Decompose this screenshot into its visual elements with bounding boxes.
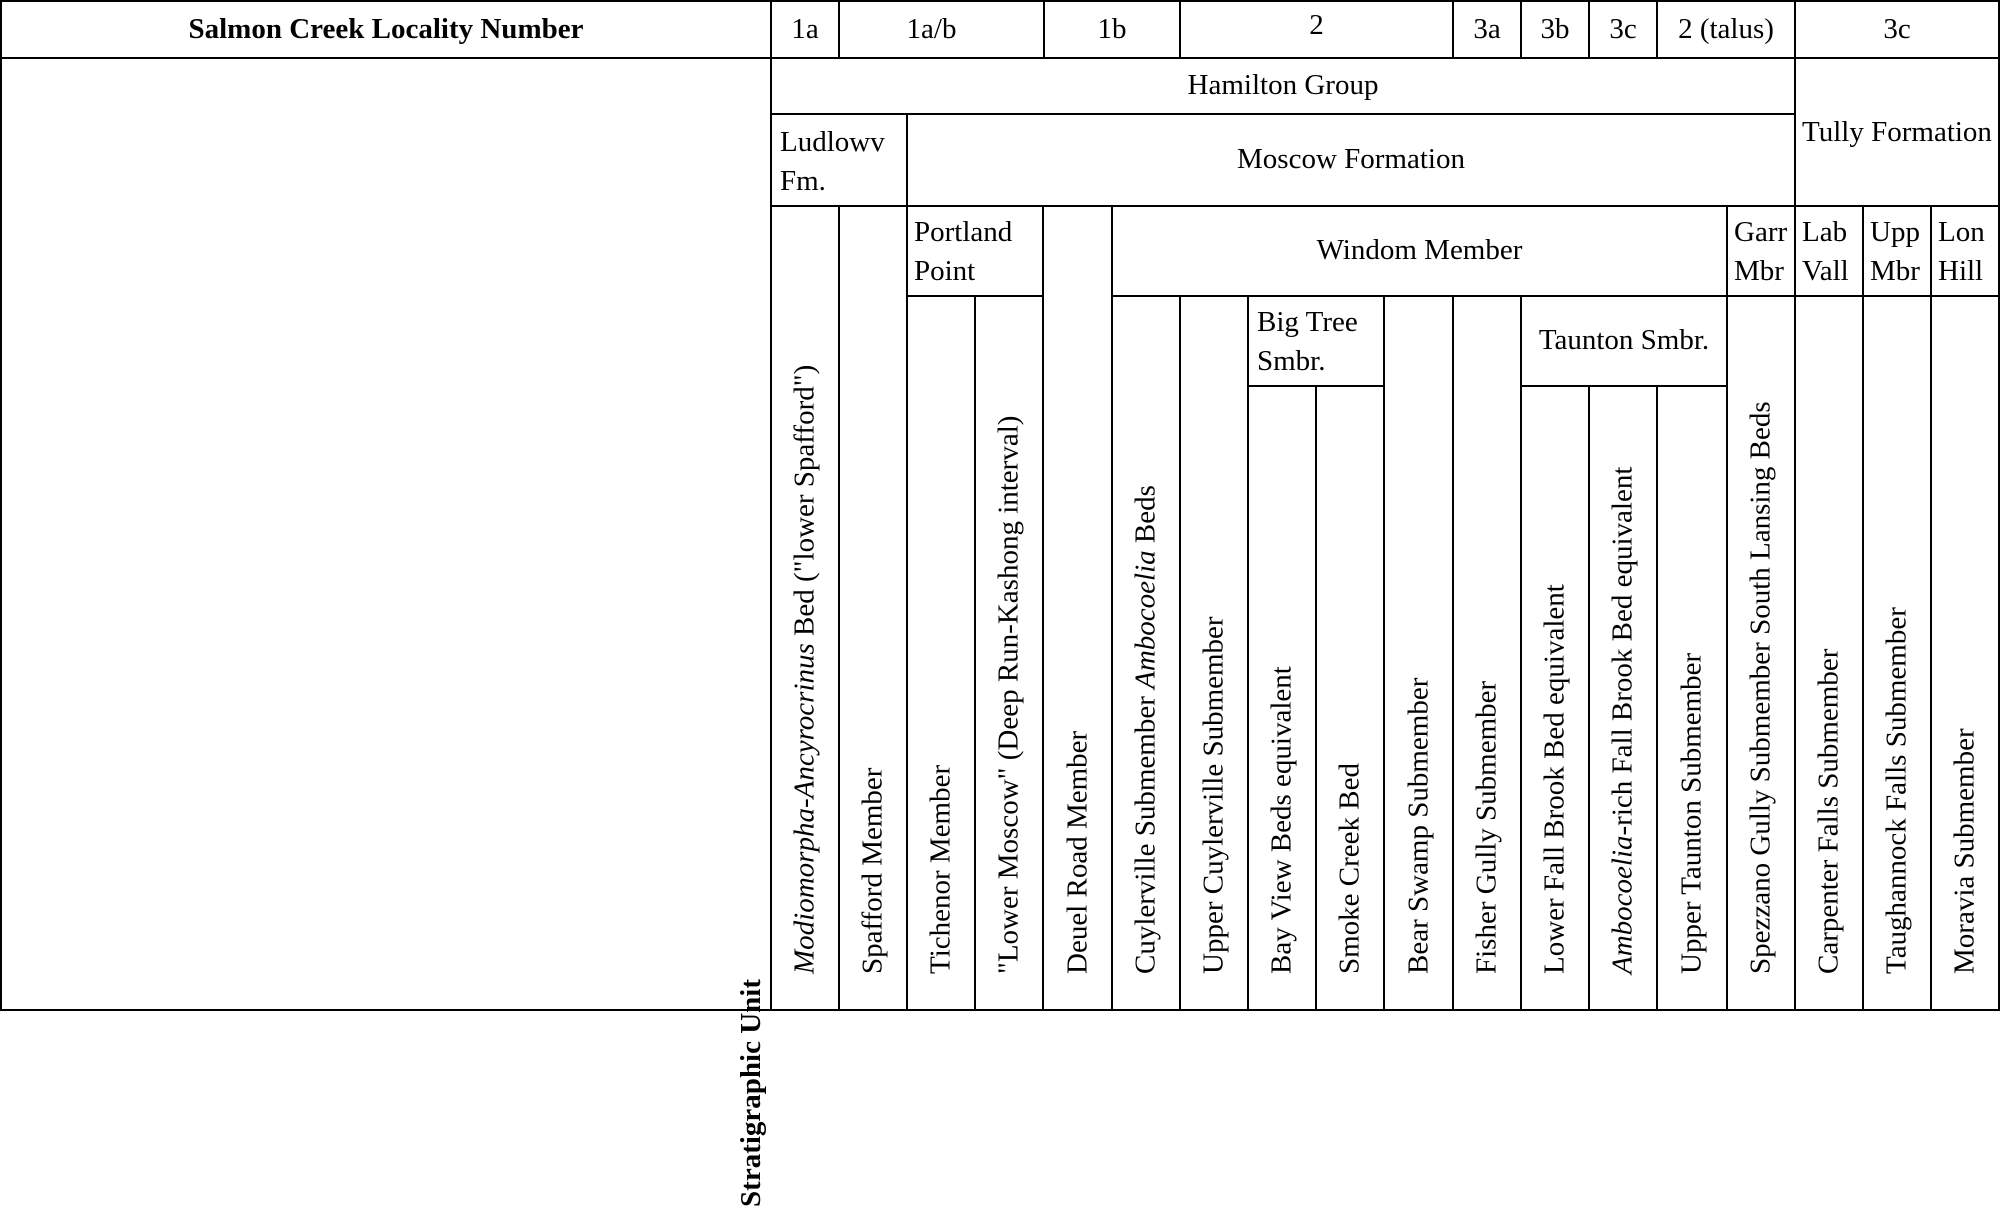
locality-number-cell — [1452, 0, 1522, 59]
unit-deuel-road-member: Deuel Road Member — [1061, 730, 1093, 974]
locality-number: 1a/b — [906, 12, 957, 45]
locality-header-label: Salmon Creek Locality Number — [188, 12, 584, 45]
unit-column-lower-fall-brook — [1520, 385, 1590, 1011]
windom-member-label: Windom Member — [1316, 234, 1523, 267]
lab-vall-member-label: Lab Vall — [1802, 216, 1849, 288]
locality-number: 2 — [1309, 9, 1324, 41]
taunton-submember-cell — [1520, 295, 1728, 387]
locality-number: 3b — [1540, 12, 1570, 45]
stratigraphic-unit-label: Stratigraphic Unit — [735, 979, 767, 1207]
locality-number: 1a — [791, 12, 819, 45]
locality-number-cell — [770, 0, 840, 59]
unit-column-carpenter-falls — [1794, 295, 1864, 1011]
unit-taughannock-falls: Taughannock Falls Submember — [1880, 607, 1913, 974]
locality-number-cell — [1794, 0, 2000, 59]
unit-lower-moscow: "Lower Moscow" (Deep Run-Kashong interval) — [992, 415, 1025, 974]
garr-member-cell — [1726, 205, 1796, 297]
unit-bear-swamp: Bear Swamp Submember — [1402, 677, 1434, 974]
unit-column-spezzano — [1726, 295, 1796, 1011]
windom-member-cell — [1111, 205, 1728, 297]
locality-number-cell — [1588, 0, 1658, 59]
locality-number-cell — [838, 0, 1045, 59]
unit-fisher-gully: Fisher Gully Submember — [1470, 680, 1503, 974]
hamilton-group-label: Hamilton Group — [1187, 69, 1379, 102]
locality-number: 1b — [1097, 12, 1127, 45]
locality-number-cell — [1179, 0, 1454, 59]
portland-point-label: Portland Point — [914, 216, 1013, 288]
big-tree-submember-label: Big Tree Smbr. — [1257, 306, 1358, 378]
unit-column-upper-cuylerville — [1179, 295, 1249, 1011]
unit-moravia: Moravia Submember — [1948, 728, 1981, 974]
unit-column-lower-moscow — [974, 295, 1044, 1011]
locality-number-cell — [1043, 0, 1181, 59]
unit-carpenter-falls: Carpenter Falls Submember — [1812, 648, 1845, 974]
upp-member-label: Upp Mbr — [1870, 216, 1920, 288]
hamilton-group-cell — [770, 57, 1796, 115]
unit-column-cuylerville — [1111, 295, 1181, 1011]
taunton-submember-label: Taunton Smbr. — [1538, 324, 1710, 357]
unit-column-bay-view — [1247, 385, 1317, 1011]
unit-tichenor-member: Tichenor Member — [924, 764, 957, 974]
unit-smoke-creek-bed: Smoke Creek Bed — [1333, 762, 1366, 974]
unit-column-modiomorpha — [770, 205, 840, 1011]
moscow-formation-cell — [906, 113, 1796, 207]
tully-formation-label: Tully Formation — [1802, 115, 1992, 148]
unit-spezzano-gully: Spezzano Gully Submember South Lansing Beds — [1744, 401, 1777, 974]
locality-number-cell — [1520, 0, 1590, 59]
unit-modiomorpha-bed: Modiomorpha-Ancyrocrinus Bed ("lower Spafford") — [788, 364, 821, 974]
unit-column-spafford — [838, 205, 908, 1011]
upp-member-cell — [1862, 205, 1932, 297]
lon-hill-member-cell — [1930, 205, 2000, 297]
locality-number: 2 (talus) — [1678, 12, 1774, 45]
unit-column-upper-taunton — [1656, 385, 1728, 1011]
unit-upper-cuylerville: Upper Cuylerville Submember — [1197, 616, 1230, 974]
locality-number: 3a — [1473, 12, 1501, 45]
unit-cuylerville-ambocoelia-beds: Cuylerville Submember Ambocoelia Beds — [1129, 485, 1162, 974]
tully-formation-cell — [1794, 57, 2000, 207]
locality-number: 3c — [1609, 12, 1637, 45]
big-tree-submember-cell — [1247, 295, 1385, 387]
unit-lower-fall-brook: Lower Fall Brook Bed equivalent — [1538, 584, 1571, 974]
moscow-formation-label: Moscow Formation — [1237, 143, 1465, 176]
locality-number: 3c — [1883, 12, 1911, 45]
unit-column-ambocoelia-rich — [1588, 385, 1658, 1011]
locality-number-cell — [1656, 0, 1796, 59]
ludlowville-formation-cell — [770, 113, 908, 207]
unit-column-deuel-road — [1042, 205, 1113, 1011]
unit-column-bear-swamp — [1383, 295, 1454, 1011]
unit-column-tichenor — [906, 295, 976, 1011]
unit-column-smoke-creek — [1315, 385, 1385, 1011]
unit-column-fisher-gully — [1452, 295, 1522, 1011]
garr-member-label: Garr Mbr — [1734, 216, 1788, 288]
unit-upper-taunton: Upper Taunton Submember — [1675, 652, 1708, 974]
locality-header-cell — [0, 0, 772, 59]
unit-bay-view-beds: Bay View Beds equivalent — [1265, 666, 1298, 974]
lon-hill-member-label: Lon Hill — [1938, 216, 1985, 288]
unit-column-taughannock — [1862, 295, 1932, 1011]
stratigraphic-unit-cell — [0, 57, 772, 1207]
ludlowville-formation-label: Ludlowv Fm. — [780, 126, 885, 198]
lab-vall-member-cell — [1794, 205, 1864, 297]
portland-point-cell — [906, 205, 1044, 297]
unit-spafford-member: Spafford Member — [856, 767, 889, 974]
unit-ambocoelia-rich-fall-brook: Ambocoelia-rich Fall Brook Bed equivalent — [1606, 466, 1639, 974]
unit-column-moravia — [1930, 295, 2000, 1011]
